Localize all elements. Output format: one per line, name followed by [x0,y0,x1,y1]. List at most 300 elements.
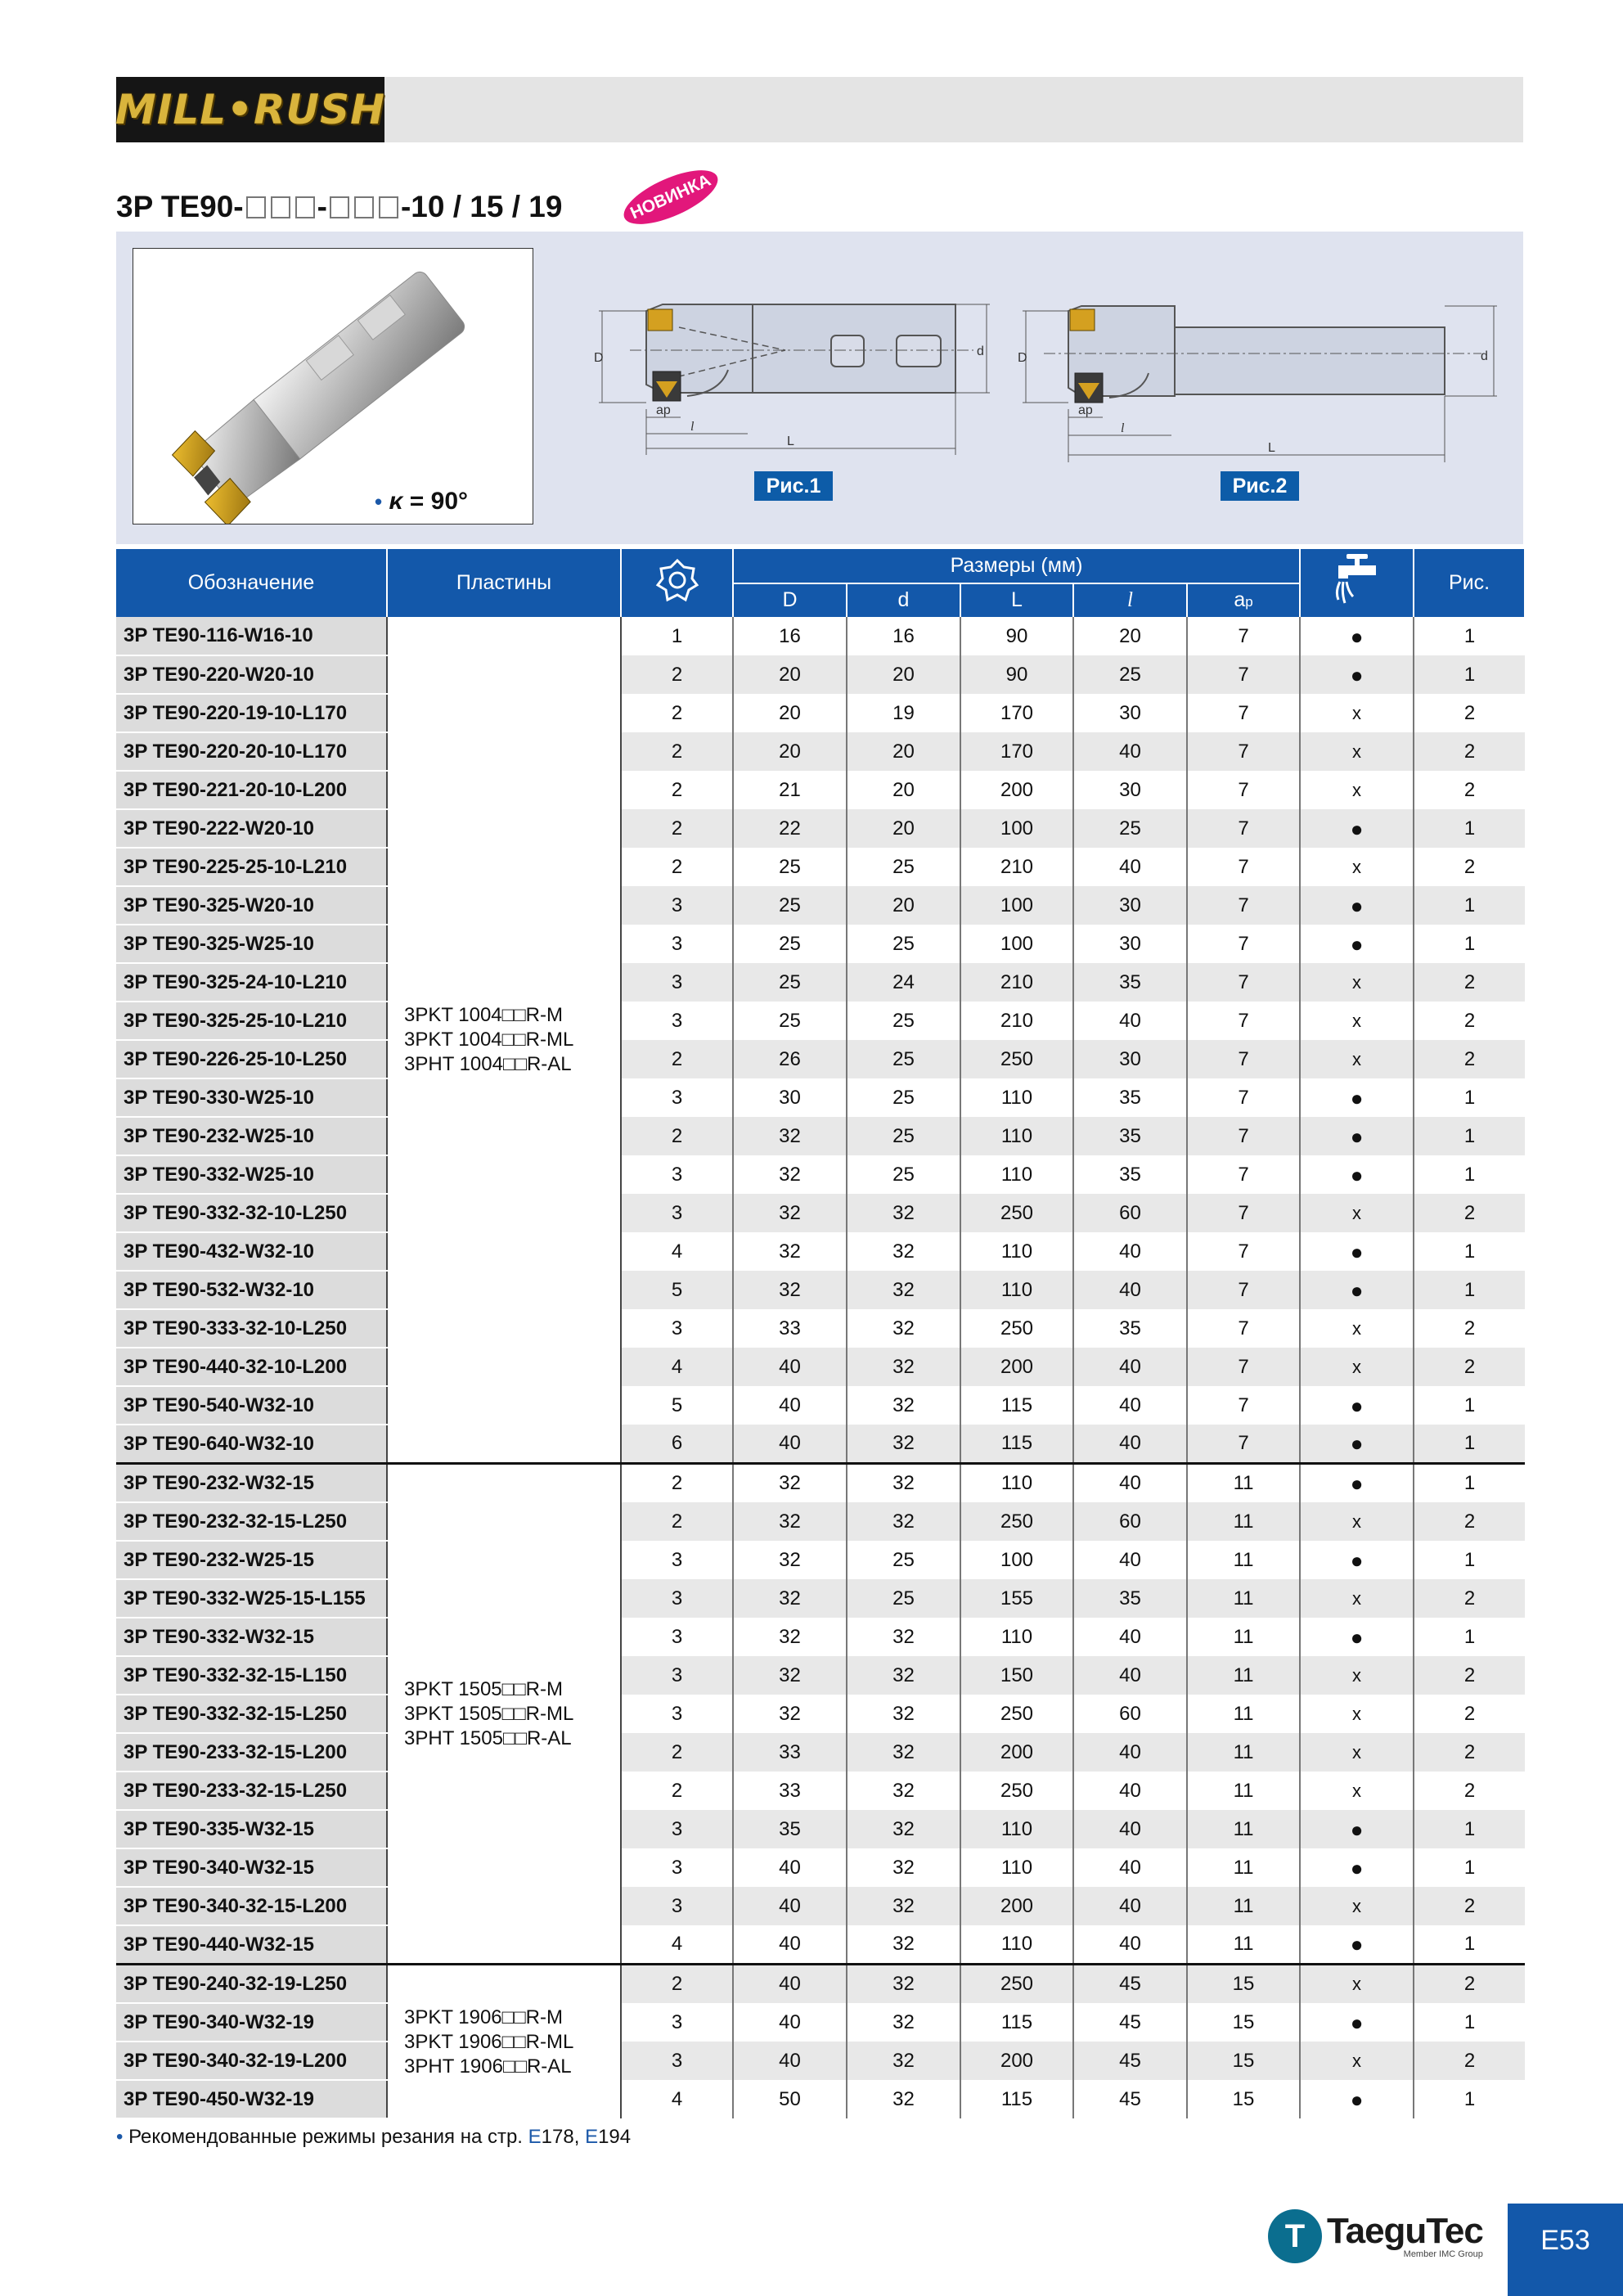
cell-designation: 3P TE90-340-32-15-L200 [116,1887,387,1925]
cell-coolant: ● [1300,1464,1414,1503]
cell-ap: 15 [1187,1965,1300,2004]
dim-d-2: d [1481,349,1488,363]
cell-coolant: x [1300,1733,1414,1772]
cell-l: 35 [1073,963,1187,1002]
cell-D: 40 [733,1925,847,1965]
cell-ap: 11 [1187,1541,1300,1579]
footnote-bullet: • [116,2126,124,2148]
table-row [116,1271,1525,1309]
cell-coolant: x [1300,1348,1414,1386]
cell-fig: 2 [1414,1040,1525,1078]
cell-d: 25 [847,1541,960,1579]
cell-designation: 3P TE90-222-W20-10 [116,809,387,848]
cell-d: 32 [847,1386,960,1425]
insert-grade: 3PHT 1004□□R-AL [404,1052,572,1075]
cell-coolant: ● [1300,1618,1414,1656]
cell-ap: 7 [1187,1425,1300,1464]
cell-ap: 7 [1187,655,1300,694]
cell-teeth: 3 [621,1848,733,1887]
cell-fig: 2 [1414,1965,1525,2004]
cell-d: 32 [847,1848,960,1887]
cell-designation: 3P TE90-332-32-15-L250 [116,1695,387,1733]
cell-teeth: 2 [621,1040,733,1078]
cell-D: 32 [733,1695,847,1733]
cell-fig: 2 [1414,1695,1525,1733]
new-badge: НОВИНКА [617,160,725,235]
fig2-label: Рис.2 [1221,471,1299,501]
footnote-ref2-num[interactable]: 194 [598,2126,632,2148]
cell-d: 32 [847,1309,960,1348]
footnote-ref1-letter[interactable]: E [528,2126,542,2148]
cell-L: 250 [960,1695,1073,1733]
cell-ap: 7 [1187,1386,1300,1425]
cell-L: 110 [960,1618,1073,1656]
cell-coolant: x [1300,1656,1414,1695]
cell-l: 40 [1073,1348,1187,1386]
cell-L: 110 [960,1464,1073,1503]
dim-D-2: D [1018,351,1027,365]
cell-designation: 3P TE90-332-W25-10 [116,1155,387,1194]
placeholder-box-icon [354,196,374,218]
cell-l: 60 [1073,1695,1187,1733]
cell-D: 40 [733,1348,847,1386]
cell-L: 110 [960,1271,1073,1309]
cell-l: 40 [1073,1002,1187,1040]
dim-L: L [787,434,794,448]
cell-d: 32 [847,1656,960,1695]
cell-coolant: x [1300,1309,1414,1348]
cell-fig: 2 [1414,1502,1525,1541]
cell-l: 30 [1073,925,1187,963]
dim-ap-2: ap [1078,403,1093,417]
footnote [116,2126,631,2149]
cell-designation: 3P TE90-340-32-19-L200 [116,2042,387,2080]
cell-d: 32 [847,2042,960,2080]
cell-designation: 3P TE90-232-W32-15 [116,1464,387,1503]
cell-l: 40 [1073,1772,1187,1810]
cell-D: 32 [733,1502,847,1541]
cell-teeth: 3 [621,2042,733,2080]
cell-D: 25 [733,848,847,886]
col-coolant [1300,549,1414,617]
cell-d: 20 [847,655,960,694]
cell-fig: 2 [1414,1579,1525,1618]
dim-d: d [977,344,984,358]
cell-L: 115 [960,2003,1073,2042]
dim-L-2: L [1268,441,1275,455]
cell-L: 250 [960,1772,1073,1810]
table-row [116,1232,1525,1271]
cell-D: 30 [733,1078,847,1117]
cell-d: 25 [847,1002,960,1040]
cell-l: 60 [1073,1194,1187,1232]
cell-coolant: x [1300,1502,1414,1541]
cell-D: 40 [733,2003,847,2042]
cell-ap: 15 [1187,2003,1300,2042]
table-row [116,1309,1525,1348]
logo-text: MILL•RUSH [115,86,385,133]
cell-d: 19 [847,694,960,732]
cell-fig: 2 [1414,732,1525,771]
spec-table [116,549,1526,2119]
cell-teeth: 1 [621,617,733,655]
placeholder-box-icon [295,196,315,218]
cell-teeth: 3 [621,1887,733,1925]
cell-designation: 3P TE90-232-W25-10 [116,1117,387,1155]
cell-D: 21 [733,771,847,809]
cell-l: 45 [1073,2003,1187,2042]
table-row [116,617,1525,655]
cell-fig: 2 [1414,1733,1525,1772]
table-row [116,1810,1525,1848]
brand-text [1327,2213,1483,2259]
table-row [116,2042,1525,2080]
cell-D: 32 [733,1155,847,1194]
cell-L: 250 [960,1965,1073,2004]
cell-teeth: 5 [621,1271,733,1309]
cell-designation: 3P TE90-330-W25-10 [116,1078,387,1117]
cell-L: 200 [960,1887,1073,1925]
cell-ap: 7 [1187,1078,1300,1117]
cell-l: 30 [1073,1040,1187,1078]
cell-fig: 1 [1414,655,1525,694]
cell-coolant: x [1300,732,1414,771]
cell-teeth: 4 [621,2080,733,2118]
footnote-text: Рекомендованные режимы резания на стр. [128,2126,523,2148]
cell-l: 45 [1073,2080,1187,2118]
table-row [116,1117,1525,1155]
cell-L: 250 [960,1040,1073,1078]
footnote-sep: , [573,2126,586,2148]
cell-ap: 7 [1187,809,1300,848]
table-row [116,1695,1525,1733]
cell-teeth: 3 [621,925,733,963]
col-dimensions: Размеры (мм) [733,549,1300,583]
cell-L: 170 [960,732,1073,771]
cell-designation: 3P TE90-325-W25-10 [116,925,387,963]
cell-L: 110 [960,1117,1073,1155]
cell-D: 33 [733,1733,847,1772]
dim-D: D [594,351,604,365]
cell-coolant: ● [1300,809,1414,848]
fig1-label: Рис.1 [754,471,833,501]
cell-coolant: ● [1300,1155,1414,1194]
cell-D: 50 [733,2080,847,2118]
table-row [116,1579,1525,1618]
cell-coolant: ● [1300,1425,1414,1464]
cell-L: 250 [960,1502,1073,1541]
cell-coolant: x [1300,1194,1414,1232]
cell-ap: 7 [1187,886,1300,925]
cell-L: 250 [960,1194,1073,1232]
cell-ap: 7 [1187,925,1300,963]
cell-ap: 7 [1187,771,1300,809]
cell-teeth: 3 [621,1656,733,1695]
insert-grade: 3PKT 1004□□R-M [404,1003,563,1026]
cell-teeth: 5 [621,1386,733,1425]
cell-D: 32 [733,1464,847,1503]
cell-D: 16 [733,617,847,655]
cell-coolant: ● [1300,1810,1414,1848]
cell-coolant: x [1300,1965,1414,2004]
cell-fig: 1 [1414,1925,1525,1965]
placeholder-box-icon [246,196,266,218]
cell-D: 33 [733,1309,847,1348]
cell-teeth: 3 [621,1810,733,1848]
footnote-ref2-letter[interactable]: E [585,2126,599,2148]
table-row [116,809,1525,848]
cell-d: 25 [847,1117,960,1155]
cell-coolant: ● [1300,886,1414,925]
cell-ap: 7 [1187,1155,1300,1194]
cell-D: 40 [733,2042,847,2080]
cell-ap: 15 [1187,2042,1300,2080]
table-row [116,655,1525,694]
cell-D: 32 [733,1117,847,1155]
col-L: L [960,583,1073,618]
placeholder-box-icon [379,196,398,218]
taegutec-logo [1268,2209,1483,2263]
cell-L: 250 [960,1309,1073,1348]
cell-designation: 3P TE90-233-32-15-L200 [116,1733,387,1772]
drawing-fig1 [589,295,998,458]
cell-coolant: x [1300,1772,1414,1810]
cell-ap: 11 [1187,1618,1300,1656]
cell-L: 110 [960,1848,1073,1887]
cell-fig: 1 [1414,2080,1525,2118]
table-row [116,1078,1525,1117]
table-row [116,925,1525,963]
spec-table-body [116,617,1525,2118]
dim-ap: ap [656,403,671,417]
cell-l: 40 [1073,1925,1187,1965]
title-separator: - [317,190,327,223]
cell-designation: 3P TE90-233-32-15-L250 [116,1772,387,1810]
cell-d: 32 [847,1925,960,1965]
cell-d: 32 [847,1772,960,1810]
cell-coolant: x [1300,1002,1414,1040]
cell-D: 35 [733,1810,847,1848]
cell-D: 33 [733,1772,847,1810]
cell-inserts [387,1464,621,1965]
cell-designation: 3P TE90-240-32-19-L250 [116,1965,387,2004]
cell-coolant: ● [1300,1117,1414,1155]
placeholder-box-icon [271,196,290,218]
cell-D: 40 [733,1848,847,1887]
cell-l: 40 [1073,1733,1187,1772]
cell-designation: 3P TE90-440-W32-15 [116,1925,387,1965]
cell-L: 210 [960,1002,1073,1040]
cell-l: 40 [1073,1887,1187,1925]
cell-designation: 3P TE90-432-W32-10 [116,1232,387,1271]
cell-l: 25 [1073,809,1187,848]
cell-D: 32 [733,1271,847,1309]
cell-l: 40 [1073,1464,1187,1503]
brand-sub: Member IMC Group [1403,2249,1483,2259]
cell-l: 30 [1073,771,1187,809]
cell-teeth: 4 [621,1348,733,1386]
insert-grade: 3PHT 1505□□R-AL [404,1727,572,1749]
cell-D: 25 [733,963,847,1002]
cell-D: 20 [733,655,847,694]
cell-l: 45 [1073,2042,1187,2080]
cell-coolant: x [1300,694,1414,732]
table-row [116,1155,1525,1194]
cell-designation: 3P TE90-232-32-15-L250 [116,1502,387,1541]
cell-l: 40 [1073,1656,1187,1695]
page-title [116,190,562,224]
table-row [116,1386,1525,1425]
table-row [116,694,1525,732]
cell-teeth: 3 [621,1579,733,1618]
table-row [116,2003,1525,2042]
cell-l: 40 [1073,1810,1187,1848]
cell-teeth: 2 [621,655,733,694]
cell-fig: 2 [1414,1309,1525,1348]
col-inserts: Пластины [387,549,621,617]
cell-fig: 1 [1414,1117,1525,1155]
cell-l: 40 [1073,848,1187,886]
cell-ap: 11 [1187,1772,1300,1810]
col-teeth [621,549,733,617]
cell-teeth: 3 [621,963,733,1002]
cell-ap: 11 [1187,1925,1300,1965]
cell-fig: 2 [1414,848,1525,886]
cell-l: 40 [1073,1848,1187,1887]
cell-coolant: ● [1300,1232,1414,1271]
cell-fig: 1 [1414,1541,1525,1579]
cell-designation: 3P TE90-221-20-10-L200 [116,771,387,809]
cell-D: 40 [733,1965,847,2004]
cell-L: 90 [960,617,1073,655]
cell-L: 110 [960,1078,1073,1117]
cell-teeth: 3 [621,886,733,925]
cell-designation: 3P TE90-225-25-10-L210 [116,848,387,886]
col-ap-sub: p [1245,594,1253,610]
cell-L: 110 [960,1810,1073,1848]
cell-teeth: 2 [621,1117,733,1155]
cell-d: 20 [847,886,960,925]
cell-l: 40 [1073,1541,1187,1579]
table-row [116,2080,1525,2118]
cell-L: 100 [960,886,1073,925]
cell-D: 40 [733,1425,847,1464]
kappa-value: = 90° [409,488,469,515]
cell-teeth: 3 [621,1695,733,1733]
cell-designation: 3P TE90-333-32-10-L250 [116,1309,387,1348]
cell-L: 100 [960,925,1073,963]
kappa-angle [375,488,468,515]
cell-designation: 3P TE90-232-W25-15 [116,1541,387,1579]
table-row [116,963,1525,1002]
cell-ap: 11 [1187,1810,1300,1848]
cell-L: 115 [960,1425,1073,1464]
cell-fig: 1 [1414,925,1525,963]
cell-D: 40 [733,1887,847,1925]
cell-L: 150 [960,1656,1073,1695]
cell-d: 32 [847,1695,960,1733]
cell-ap: 11 [1187,1656,1300,1695]
cell-designation: 3P TE90-325-25-10-L210 [116,1002,387,1040]
cell-L: 200 [960,1733,1073,1772]
cell-d: 32 [847,1464,960,1503]
cell-fig: 1 [1414,1810,1525,1848]
cell-fig: 1 [1414,1271,1525,1309]
cell-l: 40 [1073,1425,1187,1464]
cell-designation: 3P TE90-325-W20-10 [116,886,387,925]
cell-inserts [387,1965,621,2119]
cell-fig: 2 [1414,1348,1525,1386]
table-row [116,1772,1525,1810]
table-row [116,1194,1525,1232]
cell-ap: 11 [1187,1848,1300,1887]
cell-ap: 7 [1187,694,1300,732]
cell-D: 26 [733,1040,847,1078]
footnote-ref1-num[interactable]: 178 [541,2126,574,2148]
cell-coolant: ● [1300,2003,1414,2042]
cell-fig: 1 [1414,1848,1525,1887]
cell-D: 32 [733,1232,847,1271]
cell-coolant: x [1300,771,1414,809]
cell-teeth: 6 [621,1425,733,1464]
insert-grade: 3PKT 1906□□R-ML [404,2030,574,2053]
cell-l: 35 [1073,1117,1187,1155]
cell-designation: 3P TE90-340-W32-19 [116,2003,387,2042]
table-row [116,1541,1525,1579]
cell-d: 16 [847,617,960,655]
cell-d: 25 [847,1155,960,1194]
cell-L: 155 [960,1579,1073,1618]
cell-ap: 7 [1187,1040,1300,1078]
cell-d: 32 [847,1618,960,1656]
cell-coolant: ● [1300,925,1414,963]
cell-fig: 1 [1414,617,1525,655]
cell-fig: 2 [1414,1887,1525,1925]
cell-fig: 1 [1414,1425,1525,1464]
cell-teeth: 2 [621,771,733,809]
cell-l: 40 [1073,1386,1187,1425]
table-row [116,1348,1525,1386]
cell-coolant: ● [1300,1925,1414,1965]
col-fig: Рис. [1414,549,1525,617]
cell-ap: 11 [1187,1502,1300,1541]
cell-fig: 1 [1414,1386,1525,1425]
cell-fig: 2 [1414,694,1525,732]
cell-designation: 3P TE90-540-W32-10 [116,1386,387,1425]
cell-designation: 3P TE90-332-W32-15 [116,1618,387,1656]
insert-teeth-icon [654,557,700,603]
cell-teeth: 2 [621,1772,733,1810]
cell-l: 40 [1073,1232,1187,1271]
cell-coolant: x [1300,1040,1414,1078]
cell-fig: 1 [1414,1232,1525,1271]
cell-teeth: 3 [621,1194,733,1232]
cell-L: 200 [960,2042,1073,2080]
cell-teeth: 3 [621,1002,733,1040]
cell-d: 32 [847,1232,960,1271]
kappa-symbol: κ [389,488,403,515]
cell-fig: 2 [1414,1772,1525,1810]
cell-d: 32 [847,1502,960,1541]
table-row [116,771,1525,809]
cell-L: 110 [960,1232,1073,1271]
cell-d: 25 [847,1078,960,1117]
dim-l: l [690,420,695,434]
cell-teeth: 2 [621,732,733,771]
cell-ap: 11 [1187,1887,1300,1925]
cell-designation: 3P TE90-640-W32-10 [116,1425,387,1464]
cell-D: 22 [733,809,847,848]
